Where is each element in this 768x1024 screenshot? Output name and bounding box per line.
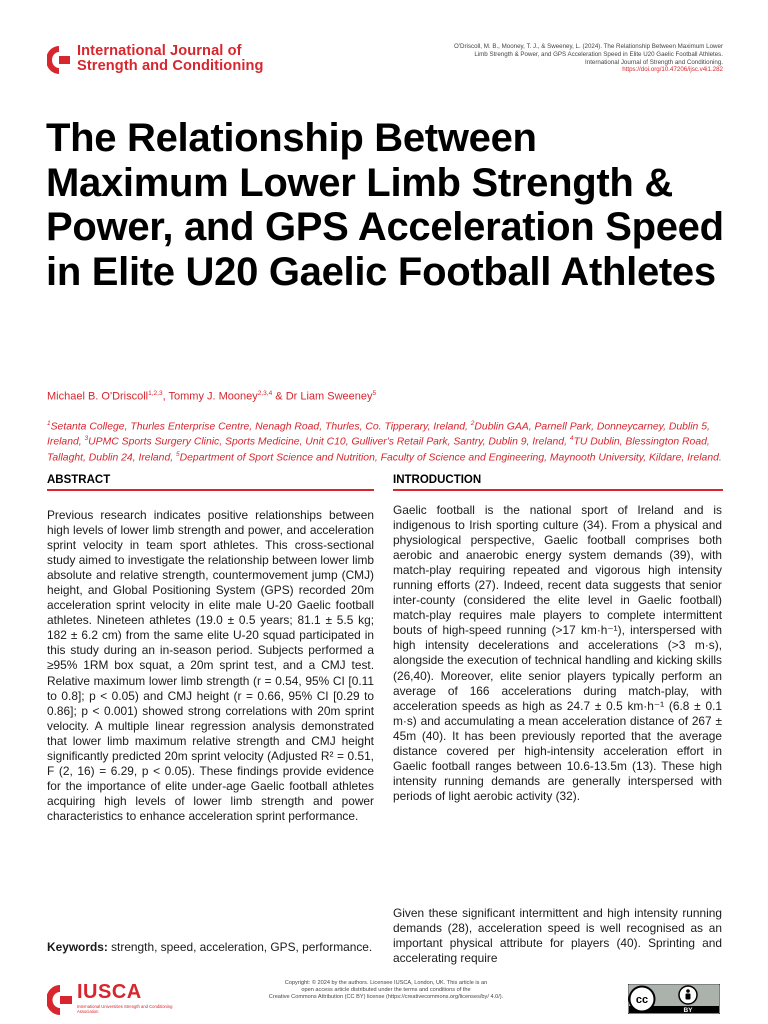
journal-logo-icon xyxy=(47,45,71,75)
copyright-notice xyxy=(230,980,542,1002)
author-name: Michael B. O'Driscoll xyxy=(47,390,149,403)
introduction-paragraph-2: Given these significant intermittent and high intensity running demands (28), acceleration speed is well recognised as an important physical attribute for players (40). Sprinting and accelerating require xyxy=(393,906,722,966)
publisher-full-name: International Universities Strength and Conditioning Association xyxy=(77,1004,173,1014)
affiliation-marker: 1 xyxy=(47,420,51,427)
introduction-heading: INTRODUCTION xyxy=(393,474,482,486)
author-name: Tommy J. Mooney xyxy=(168,390,258,403)
abstract-text: Previous research indicates positive relationships between high levels of lower limb strength and power, and acceleration sprint velocity in team sport athletes. This cross-sectional study aimed to investigate the relationship between lower limb absolute and relative strength, countermovement jump (CMJ) height, and Global Positioning System (GPS) recorded 20m acceleration sprint velocity in elite male U-20 Gaelic football athletes. Nineteen athletes (19.0 ± 0.5 years; 81.1 ± 5.5 kg; 182 ± 6.2 cm) from the same elite U-20 squad participated in this study during an in-season period. Subjects performed a ≥95% 1RM box squat, a 20m sprint test, and a CMJ test. Relative maximum lower limb strength (r = 0.54, 95% CI [0.11 to 0.8]; p < 0.05) and CMJ height (r = 0.66, 95% CI [0.29 to 0.86]; p < 0.001) showed strong correlations with 20m sprint velocity. A multiple linear regression analysis demonstrated that lower limb maximum relative strength and CMJ height significantly predicted 20m sprint velocity (Adjusted R² = 0.51, F (2, 16) = 6.29, p < 0.05). These findings provide evidence for the importance of elite under-age Gaelic football athletes acquiring high levels of lower limb strength and power characteristics to enhance acceleration sprint performance. xyxy=(47,508,374,823)
journal-name xyxy=(77,44,264,74)
affiliation-text: TU Dublin, Blessington Road, Tallaght, Dublin 24, Ireland, xyxy=(47,436,710,464)
affiliation-text: UPMC Sports Surgery Clinic, Sports Medicine, Unit C10, Gulliver's Retail Park, Santry, Dublin 9, Ireland, xyxy=(88,436,570,448)
cc-icon-text: cc xyxy=(635,994,649,1006)
citation-line: International Journal of Strength and Conditioning. xyxy=(585,58,723,66)
copyright-line: open access article distributed under the terms and conditions of the xyxy=(301,987,471,994)
cc-by-license-badge[interactable] xyxy=(628,984,720,1014)
affiliation-text: Department of Sport Science and Nutrition, Faculty of Science and Engineering, Maynooth University, Kildare, Ireland. xyxy=(179,452,722,464)
affiliation-marker: 2 xyxy=(470,420,475,427)
article-title: The Relationship Between Maximum Lower Limb Strength & Power, and GPS Acceleration Speed in Elite U20 Gaelic Football Athletes xyxy=(46,116,724,294)
publisher-name: IUSCA xyxy=(77,981,142,1003)
doi-link[interactable]: https://doi.org/10.47206/ijsc.v4i1.282 xyxy=(622,66,723,74)
citation-line: Limb Strength & Power, and GPS Acceleration Speed in Elite U20 Gaelic Football Athletes. xyxy=(474,50,723,58)
keywords xyxy=(47,940,374,955)
publisher-logo-icon xyxy=(47,984,73,1016)
affiliation-marker: 3 xyxy=(84,435,89,443)
license-badge-label: BY xyxy=(683,1007,693,1014)
copyright-line: Creative Commons Attribution (CC BY) license (https://creativecommons.org/licenses/by/ 4.0/). xyxy=(268,994,504,1001)
affiliation-text: Setanta College, Thurles Enterprise Centre, Nenagh Road, Thurles, Co. Tipperary, Ireland, xyxy=(50,421,471,433)
affiliation-marker: 5 xyxy=(176,450,180,458)
keywords-list: strength, speed, acceleration, GPS, performance. xyxy=(111,940,373,954)
publisher-logo xyxy=(47,981,207,1020)
affiliation-marker: 4 xyxy=(569,435,574,443)
author-affiliation-marker: 2,3,4 xyxy=(257,390,273,397)
affiliations xyxy=(47,418,723,464)
author-list: Michael B. O'Driscoll$^{1,2,3}$, Tommy J. Mooney$^{2,3,4}$ & Dr Liam Sweeney$^5$ xyxy=(47,390,377,403)
journal-name-line2: Strength and Conditioning xyxy=(77,58,264,74)
keywords-label: Keywords: xyxy=(47,940,108,954)
abstract-heading: ABSTRACT xyxy=(47,474,111,486)
affiliation-text: Dublin GAA, Parnell Park, Donneycarney, Dublin 5, Ireland, xyxy=(47,421,710,448)
author-affiliation-marker: 1,2,3 xyxy=(148,390,163,397)
citation-line: O'Driscoll, M. B., Mooney, T. J., & Sweeney, L. (2024). The Relationship Between Maximum Lower xyxy=(454,43,723,50)
journal-logo xyxy=(47,44,327,78)
introduction-paragraph-1: Gaelic football is the national sport of Ireland and is indigenous to Irish sporting culture (34). From a physical and physiological perspective, Gaelic football comprises both aerobic and anaerobic energy system demands (39), with match-play requiring repeated and vigorous high intensity running efforts (27). Indeed, recent data suggests that senior inter-county (considered the elite level in Gaelic football) match-play requires male players to complete intermittent bouts of high-speed running (>17 km·h⁻¹), interspersed with high intensity decelerations and accelerations (>3 m·s), alongside the execution of technical handling and kicking skills (26,40). Moreover, elite senior players typically perform an average of 166 accelerations during match-play, with acceleration speeds as high as 24.7 ± 0.5 km·h⁻¹ (6.8 ± 0.1 m·s) and accumulating a mean acceleration distance of 267 ± 45m (40). It has been previously reported that the average distance covered per high-intensity acceleration effort in Gaelic football ranges between 10.6-13.5m (13). These high intensity running demands are generally interspersed with periods of light aerobic activity (32). xyxy=(393,503,722,803)
citation-block xyxy=(393,43,723,74)
author-name: Dr Liam Sweeney xyxy=(285,390,373,403)
journal-name-line1: International Journal of xyxy=(77,43,242,59)
author-affiliation-marker: 5 xyxy=(372,390,377,397)
section-divider xyxy=(393,489,723,491)
copyright-line: Copyright: © 2024 by the authors. Licensee IUSCA, London, UK. This article is an xyxy=(284,980,488,986)
section-divider xyxy=(47,489,374,491)
